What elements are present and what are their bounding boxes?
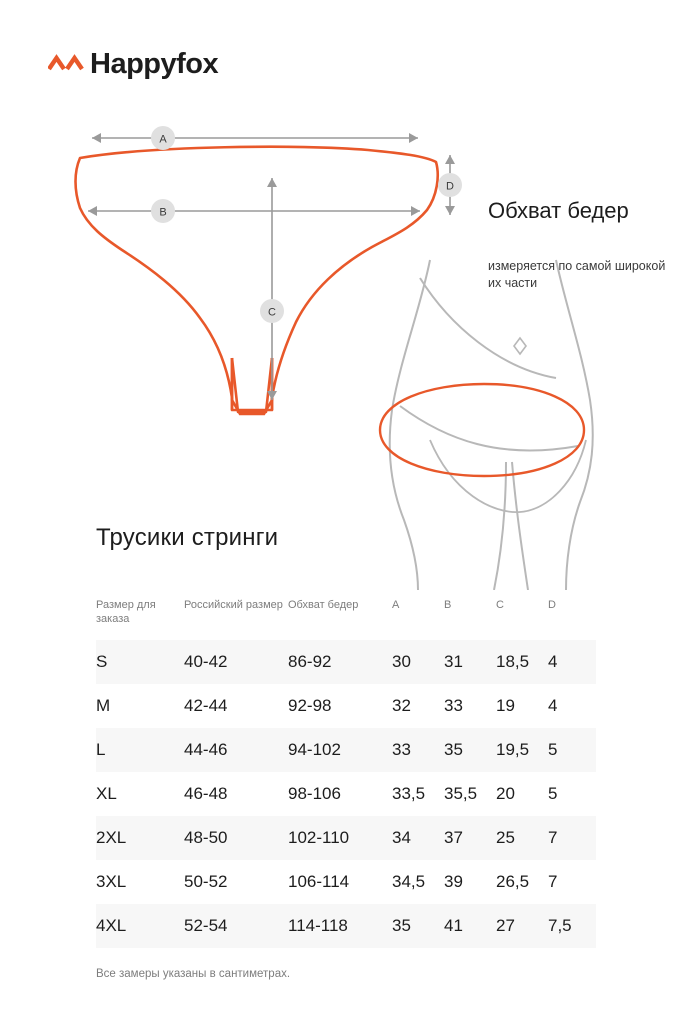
- hip-measure-title: Обхват бедер: [488, 198, 629, 223]
- cell-hip: 98-106: [288, 784, 341, 803]
- hip-measure-subtitle: измеряется по самой широкой их части: [488, 259, 666, 290]
- table-header-d: D: [548, 599, 556, 611]
- brand-logo: [48, 46, 218, 79]
- svg-text:D: D: [446, 180, 454, 193]
- dimension-label-d: [438, 173, 462, 197]
- cell-d: 7: [548, 828, 558, 847]
- cell-a: 35: [392, 916, 411, 935]
- cell-a: 30: [392, 652, 411, 671]
- cell-d: 5: [548, 740, 558, 759]
- cell-c: 18,5: [496, 652, 530, 671]
- cell-a: 34,5: [392, 872, 426, 891]
- cell-c: 27: [496, 916, 515, 935]
- table-header-row: [96, 598, 596, 640]
- table-header-a: A: [392, 599, 400, 611]
- cell-b: 37: [444, 828, 463, 847]
- cell-ru: 46-48: [184, 784, 228, 803]
- cell-size: 2XL: [96, 828, 127, 847]
- cell-b: 31: [444, 652, 463, 671]
- female-hips-outline-icon: [390, 260, 593, 590]
- cell-size: S: [96, 652, 108, 671]
- thong-panties-outline-icon: [76, 147, 438, 412]
- cell-ru: 48-50: [184, 828, 228, 847]
- cell-ru: 50-52: [184, 872, 228, 891]
- cell-b: 39: [444, 872, 463, 891]
- double-chevron-up-icon: [48, 54, 86, 78]
- cell-c: 26,5: [496, 872, 530, 891]
- table-row: [96, 728, 596, 772]
- table-row: [96, 816, 596, 860]
- cell-d: 7,5: [548, 916, 572, 935]
- cell-ru: 52-54: [184, 916, 228, 935]
- cell-hip: 94-102: [288, 740, 341, 759]
- table-row: [96, 904, 596, 948]
- cell-c: 25: [496, 828, 515, 847]
- cell-a: 33: [392, 740, 411, 759]
- cell-size: XL: [96, 784, 117, 803]
- dimension-arrows: [88, 133, 455, 400]
- cell-hip: 86-92: [288, 652, 332, 671]
- table-note: Все замеры указаны в сантиметрах.: [96, 968, 291, 980]
- dimension-label-c: [260, 299, 284, 323]
- cell-a: 34: [392, 828, 411, 847]
- cell-size: 4XL: [96, 916, 127, 935]
- cell-size: L: [96, 740, 106, 759]
- size-table: [96, 598, 596, 948]
- svg-text:B: B: [159, 206, 167, 219]
- cell-d: 7: [548, 872, 558, 891]
- table-header-b: B: [444, 599, 452, 611]
- table-header-c: C: [496, 599, 504, 611]
- cell-c: 19: [496, 696, 515, 715]
- cell-b: 35: [444, 740, 463, 759]
- table-row: [96, 772, 596, 816]
- cell-a: 33,5: [392, 784, 426, 803]
- table-row: [96, 640, 596, 684]
- cell-ru: 44-46: [184, 740, 228, 759]
- cell-b: 35,5: [444, 784, 478, 803]
- table-header-hip: Обхват бедер: [288, 599, 359, 611]
- cell-hip: 114-118: [288, 916, 348, 935]
- cell-d: 5: [548, 784, 558, 803]
- cell-c: 19,5: [496, 740, 530, 759]
- measurement-diagram: [0, 110, 678, 590]
- table-header-size: Размер для заказа: [96, 599, 156, 625]
- svg-text:A: A: [159, 133, 167, 146]
- dimension-label-a: [151, 126, 175, 150]
- table-header-ru: Российский размер: [184, 599, 283, 611]
- cell-b: 41: [444, 916, 463, 935]
- hip-measure-line: [380, 384, 584, 476]
- table-row: [96, 860, 596, 904]
- cell-hip: 106-114: [288, 872, 350, 891]
- cell-ru: 40-42: [184, 652, 228, 671]
- cell-size: 3XL: [96, 872, 127, 891]
- brand-name: Happyfox: [90, 48, 219, 80]
- cell-hip: 102-110: [288, 828, 350, 847]
- table-row: [96, 684, 596, 728]
- cell-a: 32: [392, 696, 411, 715]
- cell-c: 20: [496, 784, 515, 803]
- cell-ru: 42-44: [184, 696, 228, 715]
- cell-d: 4: [548, 652, 558, 671]
- cell-hip: 92-98: [288, 696, 332, 715]
- page-title: Трусики стринги: [96, 524, 279, 551]
- dimension-label-b: [151, 199, 175, 223]
- cell-size: M: [96, 696, 111, 715]
- cell-b: 33: [444, 696, 463, 715]
- svg-text:C: C: [268, 306, 276, 319]
- cell-d: 4: [548, 696, 558, 715]
